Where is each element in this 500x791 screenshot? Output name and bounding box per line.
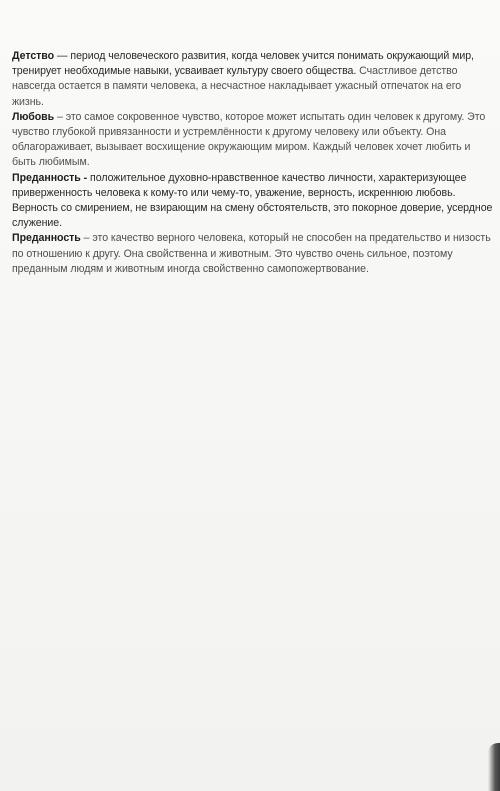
- term-devotion-2: Преданность: [12, 232, 81, 245]
- paragraph-love: [12, 110, 494, 171]
- document-text: [12, 49, 494, 277]
- term-devotion-1: Преданность -: [12, 171, 88, 184]
- paragraph-devotion-2: [12, 231, 494, 277]
- term-childhood: Детство: [12, 50, 55, 62]
- definition-devotion-2: – это качество верного человека, который не способен на предательство и низость по отношению к другу. Она свойственна и животным. Это чувство очень сильное, поэтому преданным людям и животным иногда свойственно самопожертвование.: [12, 232, 491, 275]
- definition-childhood-part1: — период человеческого развития, когда человек учится понимать окружающий мир, тренирует необходимые навыки, усваивает культуру своего общества.: [12, 50, 474, 78]
- term-love: Любовь: [12, 110, 55, 123]
- paragraph-devotion-1: [12, 171, 494, 232]
- paragraph-childhood: [12, 49, 494, 110]
- definition-childhood-part2: Счастливое детство навсегда остается в памяти человека, а несчастное накладывает ужасный отпечаток на его жизнь.: [12, 65, 462, 108]
- page-corner-shadow: [488, 743, 500, 791]
- definition-love: – это самое сокровенное чувство, которое может испытать один человек к другому. Это чувство глубокой привязанности и устремлённости к другому человеку или объекту. Она облагораживает, вызывает восхищение окружающим миром. Каждый человек хочет любить и быть любимым.: [12, 110, 486, 169]
- definition-devotion-1: положительное духовно-нравственное качество личности, характеризующее приверженность человека к кому-то или чему-то, уважение, верность, искреннюю любовь. Верность со смирением, не взирающим на смену обстоятельств, это покорное доверие, усердное служение.: [12, 171, 493, 230]
